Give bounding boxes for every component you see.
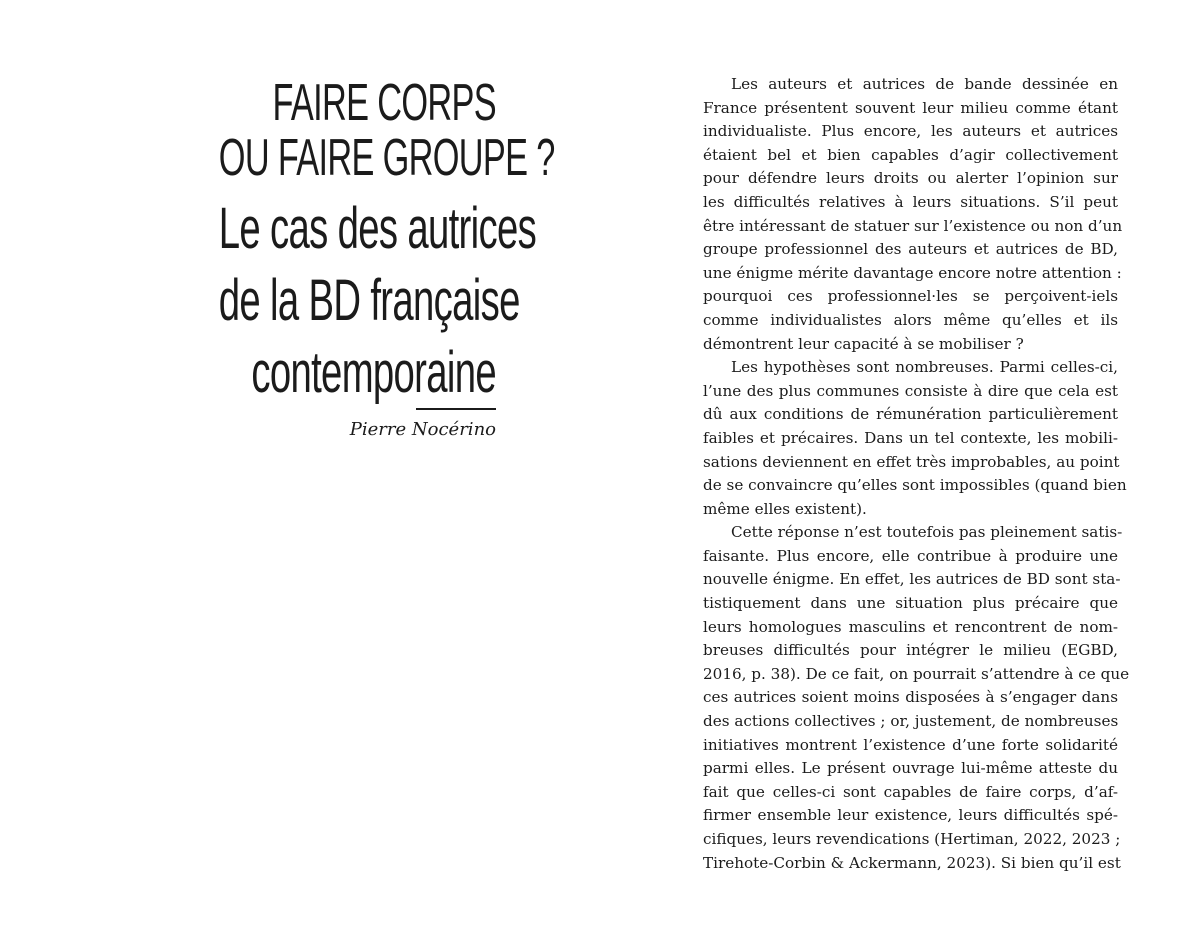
text-line: Cette réponse n’est toutefois pas pleinement satis- (731, 523, 1123, 542)
text-line: individualiste. Plus encore, les auteurs et autrices (703, 122, 1118, 141)
text-line: parmi elles. Le présent ouvrage lui-même atteste du (703, 759, 1118, 778)
chapter-heading (76, 74, 555, 442)
text-line: nouvelle énigme. En effet, les autrices de BD sont sta- (703, 570, 1121, 589)
text-line: dû aux conditions de rémunération particulièrement (703, 405, 1118, 424)
text-line: France présentent souvent leur milieu comme étant (703, 98, 1118, 117)
text-line: faisante. Plus encore, elle contribue à produire une (703, 546, 1118, 565)
chapter-subtitle-line-2: de la BD française (218, 268, 520, 333)
text-line: Les auteurs et autrices de bande dessinée en (731, 75, 1118, 93)
text-line: Les hypothèses sont nombreuses. Parmi celles-ci, (731, 358, 1118, 377)
chapter-title-line-2: OU FAIRE GROUPE ? (218, 129, 555, 187)
text-line: les difficultés relatives à leurs situations. S’il peut (703, 192, 1118, 211)
text-line: fait que celles-ci sont capables de faire corps, d’af- (703, 782, 1118, 801)
chapter-subtitle-line-3: contemporaine (251, 340, 496, 405)
text-line: être intéressant de statuer sur l’existence ou non d’un (703, 216, 1123, 235)
text-line: faibles et précaires. Dans un tel contexte, les mobili- (703, 428, 1118, 447)
text-line: des actions collectives ; or, justement, de nombreuses (703, 712, 1119, 731)
text-line: sations deviennent en effet très improbables, au point (703, 452, 1120, 471)
chapter-title-line-1: FAIRE CORPS (272, 74, 496, 132)
text-line: tistiquement dans une situation plus précaire que (703, 594, 1118, 613)
text-line: initiatives montrent l’existence d’une forte solidarité (703, 735, 1118, 754)
text-line: démontrent leur capacité à se mobiliser ? (703, 334, 1024, 353)
text-line: firmer ensemble leur existence, leurs difficultés spé- (703, 806, 1118, 825)
chapter-subtitle-line-1: Le cas des autrices (218, 196, 537, 261)
text-line: cifiques, leurs revendications (Hertiman, 2022, 2023 ; (703, 830, 1121, 848)
text-line: ces autrices soient moins disposées à s’engager dans (703, 688, 1118, 707)
text-line: une énigme mérite davantage encore notre attention : (703, 263, 1122, 282)
text-line: étaient bel et bien capables d’agir collectivement (703, 145, 1118, 164)
text-line: l’une des plus communes consiste à dire que cela est (703, 381, 1118, 400)
author-name: Pierre Nocérino (349, 419, 496, 440)
text-line: comme individualistes alors même qu’elles et ils (703, 310, 1118, 329)
body-text (703, 73, 1130, 875)
text-line: leurs homologues masculins et rencontrent de nom- (703, 617, 1118, 636)
text-line: même elles existent). (703, 499, 867, 518)
text-line: groupe professionnel des auteurs et autrices de BD, (703, 240, 1118, 259)
text-line: pour défendre leurs droits ou alerter l’opinion sur (703, 169, 1118, 188)
text-line: breuses difficultés pour intégrer le milieu (EGBD, (703, 641, 1118, 660)
title-divider (416, 408, 496, 410)
text-line: pourquoi ces professionnel·les se perçoivent-iels (703, 287, 1118, 306)
text-line: Tirehote-Corbin & Ackermann, 2023). Si bien qu’il est (703, 853, 1121, 872)
text-line: 2016, p. 38). De ce fait, on pourrait s’attendre à ce que (703, 664, 1130, 683)
text-line: de se convaincre qu’elles sont impossibles (quand bien (703, 476, 1127, 495)
